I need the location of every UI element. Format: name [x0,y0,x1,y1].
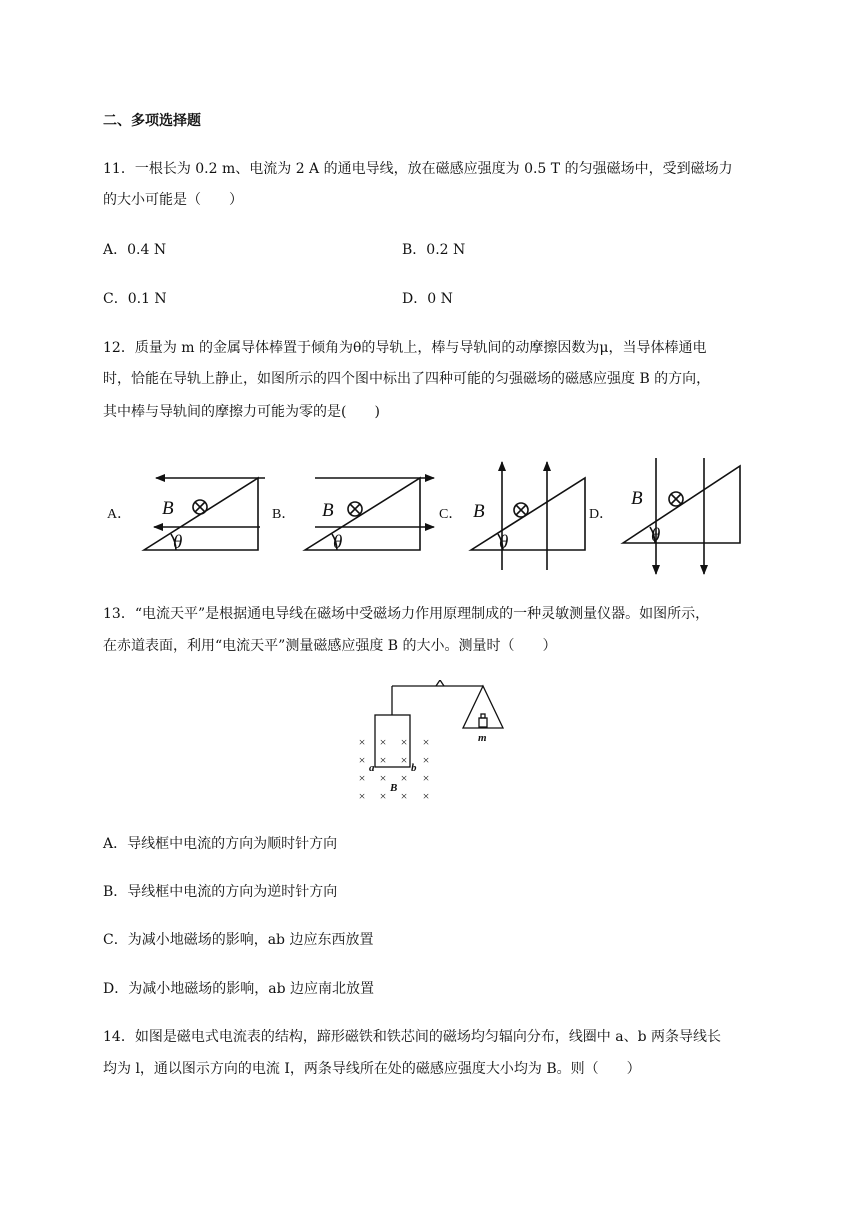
svg-text:θ: θ [173,532,183,553]
q13-option-b: B．导线框中电流的方向为逆时针方向 [103,884,338,900]
q12-label-c: C． [439,507,463,522]
q12-label-b: B． [272,507,296,522]
svg-text:θ: θ [651,525,661,546]
q12-label-d: D． [589,507,614,522]
svg-text:B: B [390,782,398,794]
svg-text:×: × [358,789,366,803]
svg-text:×: × [422,789,430,803]
svg-text:B: B [162,498,174,519]
q12-diagram-c [471,462,585,570]
svg-text:×: × [358,753,366,767]
svg-text:θ: θ [333,532,343,553]
q11-option-c: C．0.1 N [103,291,167,307]
q11-option-a: A．0.4 N [103,242,167,258]
q13-line1: 13．“电流天平”是根据通电导线在磁场中受磁场力作用原理制成的一种灵敏测量仪器。如图所示， [103,606,710,622]
q12-line1: 12．质量为 m 的金属导体棒置于倾角为θ的导轨上，棒与导轨间的动摩擦因数为μ，当导体棒通电 [103,340,707,356]
svg-text:×: × [379,771,387,785]
svg-text:×: × [379,735,387,749]
svg-text:×: × [400,735,408,749]
svg-text:×: × [422,735,430,749]
svg-text:B: B [631,488,643,509]
q14-line2: 均为 l，通以图示方向的电流 I，两条导线所在处的磁感应强度大小均为 B。则（ ） [103,1061,641,1077]
q13-option-c: C．为减小地磁场的影响，ab 边应东西放置 [103,932,374,948]
svg-text:B: B [322,500,334,521]
svg-text:×: × [358,771,366,785]
svg-text:θ: θ [499,532,509,553]
svg-text:×: × [400,771,408,785]
q12-diagram-d [623,458,740,574]
svg-text:b: b [411,762,417,774]
q11-option-d: D．0 N [402,291,453,307]
q11-line1: 11．一根长为 0.2 m、电流为 2 A 的通电导线，放在磁感应强度为 0.5 T 的匀强磁场中，受到磁场力 [103,161,733,177]
q12-line2: 时，恰能在导轨上静止，如图所示的四个图中标出了四种可能的匀强磁场的磁感应强度 B 的方向， [103,371,711,387]
q14-line1: 14．如图是磁电式电流表的结构，蹄形磁铁和铁芯间的磁场均匀辐向分布，线圈中 a、b 两条导线长 [103,1029,722,1045]
svg-text:×: × [422,753,430,767]
q13-current-balance-diagram [350,680,510,805]
svg-text:m: m [478,732,487,744]
q13-option-a: A．导线框中电流的方向为顺时针方向 [103,836,338,852]
section-title: 二、多项选择题 [103,113,201,129]
q12-diagrams [100,450,760,580]
q12-label-a: A． [107,507,132,522]
q11-line2: 的大小可能是（ ） [103,192,243,208]
q11-option-b: B．0.2 N [402,242,466,258]
svg-text:×: × [379,753,387,767]
svg-text:×: × [400,789,408,803]
q13-line2: 在赤道表面，利用“电流天平”测量磁感应强度 B 的大小。测量时（ ） [103,638,557,654]
q13-option-d: D．为减小地磁场的影响，ab 边应南北放置 [103,981,374,997]
svg-text:×: × [358,735,366,749]
svg-text:a: a [369,762,375,774]
svg-text:B: B [473,501,485,522]
svg-text:×: × [422,771,430,785]
svg-text:×: × [400,753,408,767]
q12-line3: 其中棒与导轨间的摩擦力可能为零的是( ) [103,404,380,420]
svg-text:×: × [379,789,387,803]
